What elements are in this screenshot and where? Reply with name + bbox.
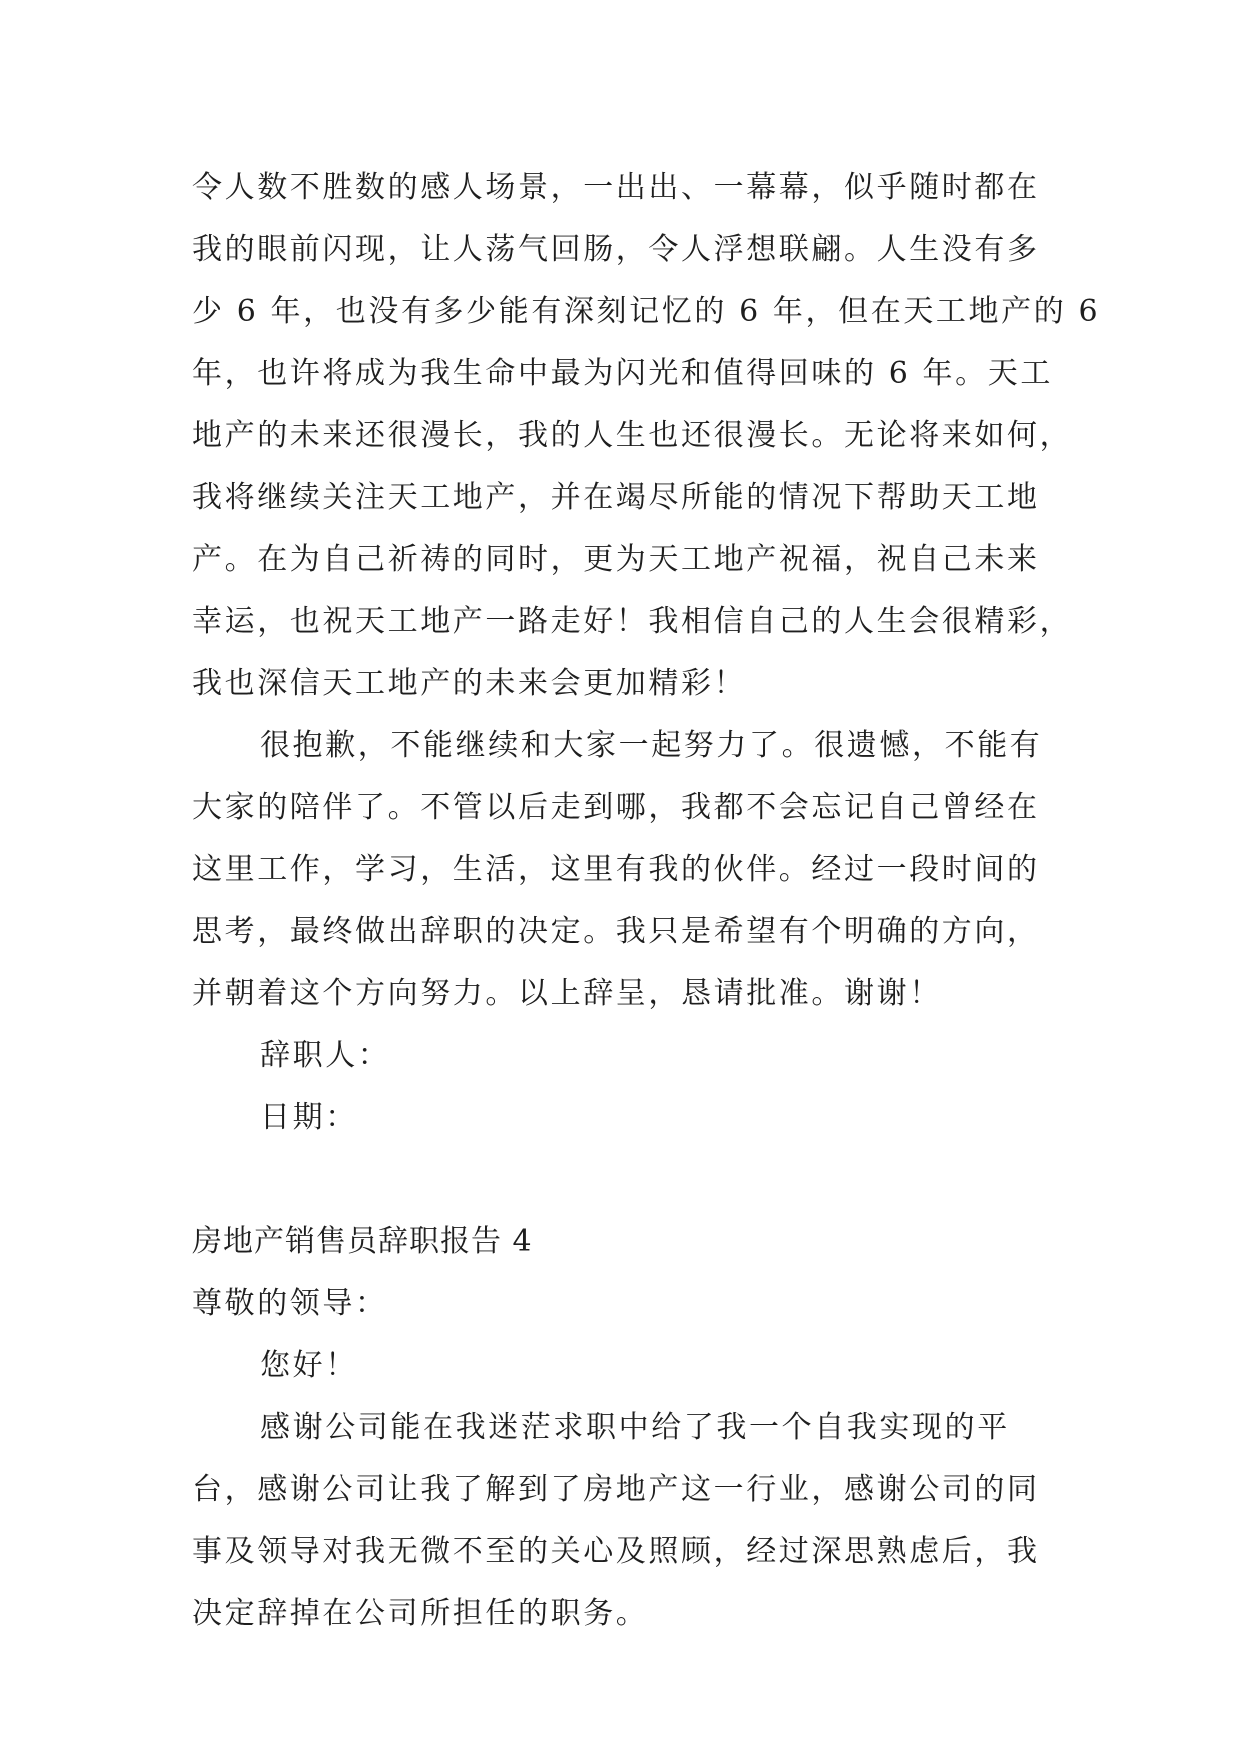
text-line: 令人数不胜数的感人场景，一出出、一幕幕，似乎随时都在: [192, 170, 1040, 205]
text-line: 事及领导对我无微不至的关心及照顾，经过深思熟虑后，我: [192, 1534, 1040, 1569]
text-line: 台，感谢公司让我了解到了房地产这一行业，感谢公司的同: [192, 1472, 1040, 1507]
section-title: 房地产销售员辞职报告 4: [192, 1224, 533, 1259]
signer-label: 辞职人：: [260, 1038, 391, 1073]
document-body: [192, 157, 1101, 1645]
text-line: 我的眼前闪现，让人荡气回肠，令人浮想联翩。人生没有多: [192, 232, 1040, 267]
text-line: 地产的未来还很漫长，我的人生也还很漫长。无论将来如何，: [192, 418, 1073, 453]
text-line: 年，也许将成为我生命中最为闪光和值得回味的 6 年。天工: [192, 356, 1053, 391]
text-line: 少 6 年，也没有多少能有深刻记忆的 6 年，但在天工地产的 6: [192, 294, 1101, 329]
greeting: 您好！: [260, 1348, 358, 1383]
date-label: 日期：: [260, 1100, 358, 1135]
text-line: 决定辞掉在公司所担任的职务。: [192, 1596, 649, 1631]
text-line: 幸运，也祝天工地产一路走好！我相信自己的人生会很精彩，: [192, 604, 1073, 639]
salutation: 尊敬的领导：: [192, 1286, 388, 1321]
text-line: 大家的陪伴了。不管以后走到哪，我都不会忘记自己曾经在: [192, 790, 1040, 825]
text-line: 这里工作，学习，生活，这里有我的伙伴。经过一段时间的: [192, 852, 1040, 887]
paragraph-gratitude: [192, 1397, 1062, 1645]
text-line: 并朝着这个方向努力。以上辞呈，恳请批准。谢谢！: [192, 976, 942, 1011]
text-line: 产。在为自己祈祷的同时，更为天工地产祝福，祝自己未来: [192, 542, 1040, 577]
spacer: [192, 1149, 1062, 1211]
text-line: 我也深信天工地产的未来会更加精彩！: [192, 666, 747, 701]
text-line: 感谢公司能在我迷茫求职中给了我一个自我实现的平: [260, 1410, 1010, 1445]
paragraph-apology: [192, 715, 1062, 1025]
paragraph-closing-reflection: [192, 157, 1101, 715]
text-line: 思考，最终做出辞职的决定。我只是希望有个明确的方向，: [192, 914, 1040, 949]
text-line: 我将继续关注天工地产，并在竭尽所能的情况下帮助天工地: [192, 480, 1040, 515]
text-line: 很抱歉，不能继续和大家一起努力了。很遗憾，不能有: [260, 728, 1043, 763]
